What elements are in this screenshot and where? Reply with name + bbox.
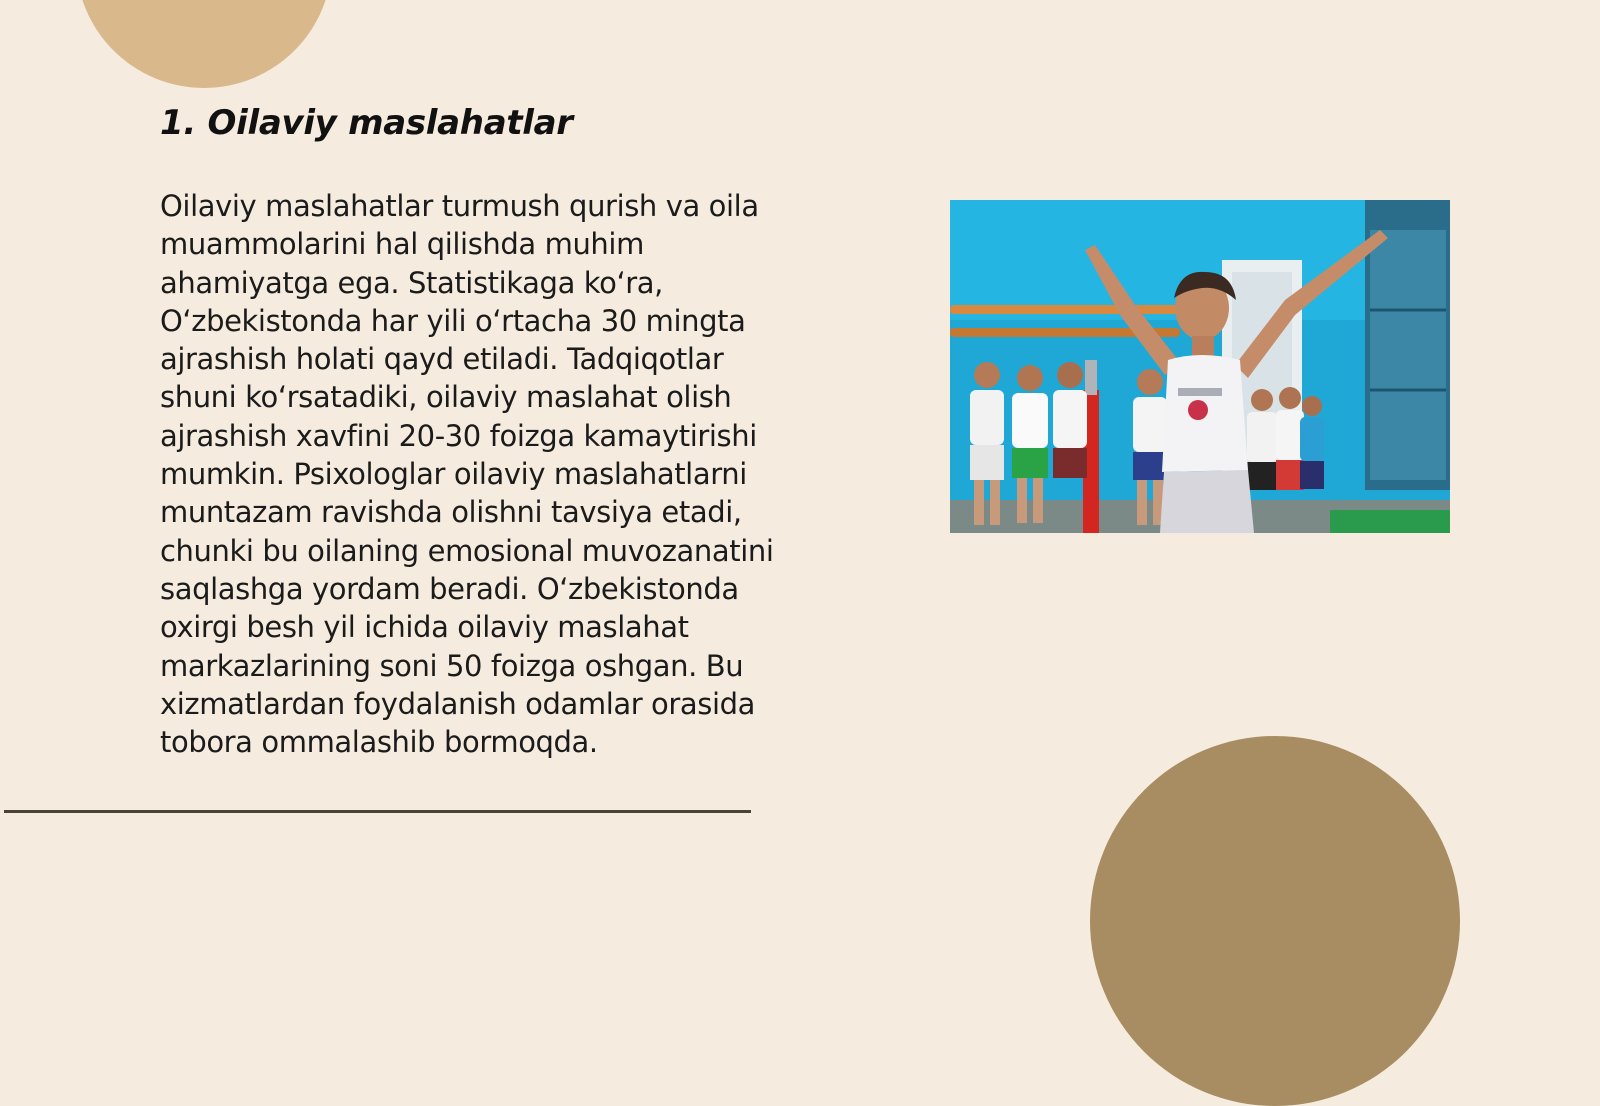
body-line: muammolarini hal qilishda muhim bbox=[160, 227, 644, 262]
slide-title: 1. Oilaviy maslahatlar bbox=[160, 103, 573, 143]
body-line: ajrashish holati qayd etiladi. Tadqiqotlar bbox=[160, 342, 724, 377]
body-line: ahamiyatga ega. Statistikaga ko‘ra, bbox=[160, 265, 663, 300]
body-line: mumkin. Psixologlar oilaviy maslahatlarni bbox=[160, 457, 747, 492]
body-line: xizmatlardan foydalanish odamlar orasida bbox=[160, 686, 756, 721]
slide-photo bbox=[950, 200, 1450, 533]
body-line: tobora ommalashib bormoqda. bbox=[160, 725, 598, 760]
body-line: oxirgi besh yil ichida oilaviy maslahat bbox=[160, 610, 689, 645]
body-line: markazlarining soni 50 foizga oshgan. Bu bbox=[160, 648, 744, 683]
body-line: shuni ko‘rsatadiki, oilaviy maslahat olish bbox=[160, 380, 732, 415]
body-line: saqlashga yordam beradi. O‘zbekistonda bbox=[160, 571, 739, 606]
body-line: ajrashish xavfini 20-30 foizga kamaytirishi bbox=[160, 418, 757, 453]
body-line: Oilaviy maslahatlar turmush qurish va oila bbox=[160, 189, 759, 223]
decorative-circle-bottom bbox=[1090, 736, 1460, 1106]
decorative-circle-top bbox=[76, 0, 332, 88]
body-line: chunki bu oilaning emosional muvozanatini bbox=[160, 533, 774, 568]
body-line: muntazam ravishda olishni tavsiya etadi, bbox=[160, 495, 742, 530]
slide-body-text bbox=[160, 187, 820, 761]
body-line: O‘zbekistonda har yili o‘rtacha 30 mingta bbox=[160, 303, 746, 338]
divider-line bbox=[4, 810, 751, 813]
